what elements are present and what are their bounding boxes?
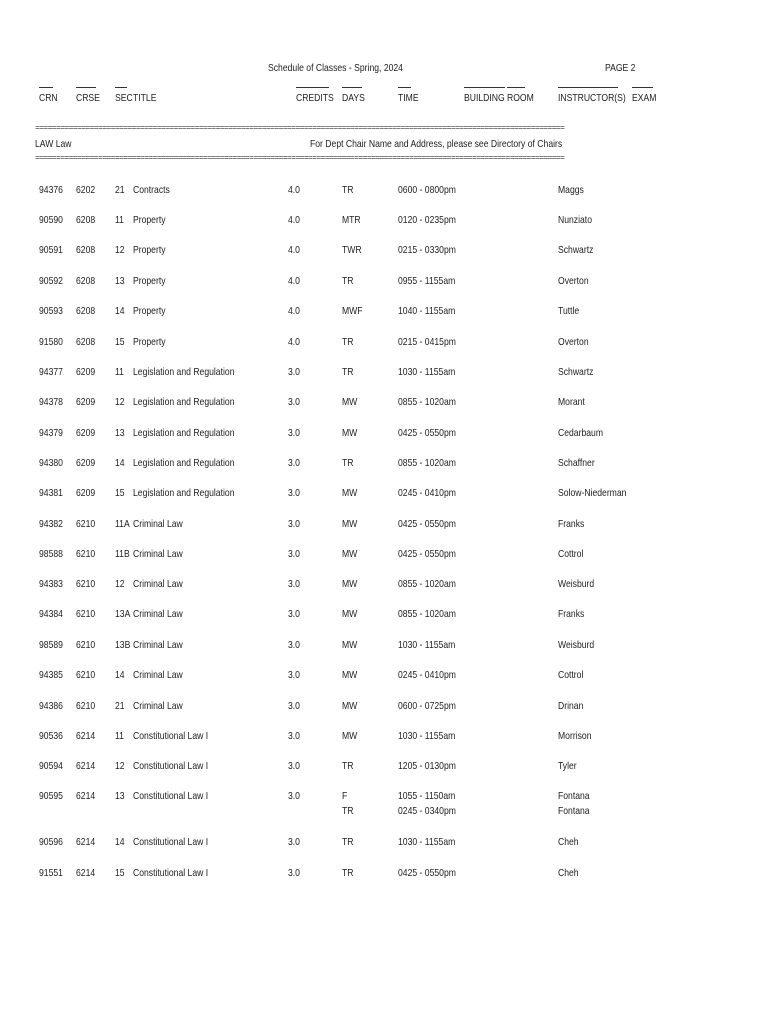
row-credits: 3.0 bbox=[288, 760, 300, 772]
row-crse: 6210 bbox=[76, 700, 96, 712]
col-header-instructor: INSTRUCTOR(S) bbox=[558, 92, 626, 104]
row-instructor: Tyler bbox=[558, 760, 577, 772]
col-header-crn: CRN bbox=[39, 92, 58, 104]
row-time: 0855 - 1020am bbox=[398, 396, 456, 408]
row-credits: 3.0 bbox=[288, 548, 300, 560]
row-credits: 4.0 bbox=[288, 336, 300, 348]
row-days: TR bbox=[342, 275, 354, 287]
row-crse: 6210 bbox=[76, 639, 96, 651]
row-instructor: Morrison bbox=[558, 730, 592, 742]
row-credits: 3.0 bbox=[288, 396, 300, 408]
row-credits: 3.0 bbox=[288, 867, 300, 879]
page-number: PAGE 2 bbox=[605, 62, 636, 74]
row-course-title: Legislation and Regulation bbox=[133, 396, 235, 408]
row-days: MW bbox=[342, 548, 358, 560]
row-credits: 4.0 bbox=[288, 244, 300, 256]
row-crse: 6208 bbox=[76, 336, 96, 348]
row-instructor: Overton bbox=[558, 336, 589, 348]
row-sec: 12 bbox=[115, 578, 125, 590]
row-crse: 6208 bbox=[76, 214, 96, 226]
row-time: 1030 - 1155am bbox=[398, 366, 456, 378]
row-crn: 90594 bbox=[39, 760, 63, 772]
row-time: 0855 - 1020am bbox=[398, 608, 456, 620]
row-credits: 3.0 bbox=[288, 669, 300, 681]
row-sec: 11 bbox=[115, 214, 124, 226]
row-course-title: Property bbox=[133, 275, 166, 287]
row-course-title: Criminal Law bbox=[133, 518, 183, 530]
row-days: MW bbox=[342, 427, 358, 439]
row-crse: 6209 bbox=[76, 396, 96, 408]
row-time: 0215 - 0330pm bbox=[398, 244, 456, 256]
row-instructor: Maggs bbox=[558, 184, 584, 196]
row-time: 0425 - 0550pm bbox=[398, 518, 456, 530]
separator-line-top: ============================================================================================================================== bbox=[35, 125, 565, 133]
row-days: TR bbox=[342, 336, 354, 348]
row-sec: 14 bbox=[115, 669, 125, 681]
row-crn: 94385 bbox=[39, 669, 63, 681]
row-crn: 91551 bbox=[39, 867, 63, 879]
row-sec: 11A bbox=[115, 518, 130, 530]
row-time: 0245 - 0410pm bbox=[398, 487, 456, 499]
row-sec: 12 bbox=[115, 760, 125, 772]
row-crn: 94376 bbox=[39, 184, 63, 196]
row-sec: 11 bbox=[115, 366, 124, 378]
col-header-title: TITLE bbox=[133, 92, 157, 104]
col-underline-credits bbox=[296, 87, 329, 88]
row-crse: 6214 bbox=[76, 730, 96, 742]
row-credits: 3.0 bbox=[288, 518, 300, 530]
row-course-title: Property bbox=[133, 305, 166, 317]
row-crse: 6209 bbox=[76, 427, 96, 439]
row-crse: 6210 bbox=[76, 669, 96, 681]
row-days: TR bbox=[342, 457, 354, 469]
col-underline-crn bbox=[39, 87, 53, 88]
row-days: TR bbox=[342, 366, 354, 378]
row-crse: 6209 bbox=[76, 366, 96, 378]
row-course-title: Constitutional Law I bbox=[133, 790, 209, 802]
row-instructor: Cottrol bbox=[558, 669, 584, 681]
row-crse: 6202 bbox=[76, 184, 96, 196]
row-days: MTR bbox=[342, 214, 361, 226]
row-credits: 3.0 bbox=[288, 836, 300, 848]
col-header-time: TIME bbox=[398, 92, 419, 104]
row-sec: 15 bbox=[115, 336, 125, 348]
row-crse: 6210 bbox=[76, 608, 96, 620]
row-days: TR bbox=[342, 184, 354, 196]
row-crse: 6209 bbox=[76, 487, 96, 499]
row-course-title: Constitutional Law I bbox=[133, 836, 209, 848]
row-time: 1030 - 1155am bbox=[398, 639, 456, 651]
row-course-title: Constitutional Law I bbox=[133, 867, 209, 879]
row-instructor: Weisburd bbox=[558, 578, 595, 590]
row-sec: 14 bbox=[115, 836, 125, 848]
row-course-title: Property bbox=[133, 244, 166, 256]
col-header-exam: EXAM bbox=[632, 92, 657, 104]
row-time: 0600 - 0800pm bbox=[398, 184, 456, 196]
row-sec: 21 bbox=[115, 184, 125, 196]
row-credits: 3.0 bbox=[288, 608, 300, 620]
row-crn: 94382 bbox=[39, 518, 63, 530]
col-header-crse: CRSE bbox=[76, 92, 100, 104]
row-course-title: Criminal Law bbox=[133, 700, 183, 712]
row-time: 0425 - 0550pm bbox=[398, 867, 456, 879]
row-course-title: Contracts bbox=[133, 184, 170, 196]
row-course-title: Constitutional Law I bbox=[133, 760, 209, 772]
row-course-title: Criminal Law bbox=[133, 578, 183, 590]
row-crn: 94379 bbox=[39, 427, 63, 439]
row-days: MW bbox=[342, 608, 358, 620]
row-days-additional: TR bbox=[342, 805, 354, 817]
row-instructor: Weisburd bbox=[558, 639, 595, 651]
row-days: MW bbox=[342, 639, 358, 651]
row-instructor: Cottrol bbox=[558, 548, 584, 560]
row-credits: 3.0 bbox=[288, 700, 300, 712]
col-underline-exam bbox=[632, 87, 653, 88]
row-crse: 6208 bbox=[76, 305, 96, 317]
department-name: LAW Law bbox=[35, 138, 72, 150]
row-days: TR bbox=[342, 836, 354, 848]
col-underline-room bbox=[507, 87, 525, 88]
row-time: 0245 - 0410pm bbox=[398, 669, 456, 681]
row-sec: 15 bbox=[115, 487, 125, 499]
row-crse: 6210 bbox=[76, 578, 96, 590]
row-days: TR bbox=[342, 760, 354, 772]
row-time: 1055 - 1150am bbox=[398, 790, 456, 802]
row-credits: 4.0 bbox=[288, 214, 300, 226]
row-time: 0855 - 1020am bbox=[398, 457, 456, 469]
row-crn: 94380 bbox=[39, 457, 63, 469]
row-crn: 94386 bbox=[39, 700, 63, 712]
row-crn: 94377 bbox=[39, 366, 63, 378]
row-days: F bbox=[342, 790, 348, 802]
row-sec: 15 bbox=[115, 867, 125, 879]
row-time: 0215 - 0415pm bbox=[398, 336, 456, 348]
row-days: MW bbox=[342, 518, 358, 530]
row-time: 0425 - 0550pm bbox=[398, 548, 456, 560]
row-instructor: Schwartz bbox=[558, 366, 594, 378]
row-course-title: Criminal Law bbox=[133, 669, 183, 681]
row-crn: 90590 bbox=[39, 214, 63, 226]
row-crse: 6214 bbox=[76, 790, 96, 802]
row-crse: 6214 bbox=[76, 760, 96, 772]
col-underline-sec bbox=[115, 87, 127, 88]
row-course-title: Legislation and Regulation bbox=[133, 457, 235, 469]
row-instructor: Franks bbox=[558, 518, 585, 530]
row-days: MWF bbox=[342, 305, 363, 317]
row-time: 1040 - 1155am bbox=[398, 305, 456, 317]
row-sec: 13 bbox=[115, 790, 125, 802]
row-instructor: Schwartz bbox=[558, 244, 594, 256]
row-sec: 11 bbox=[115, 730, 124, 742]
row-credits: 3.0 bbox=[288, 639, 300, 651]
row-crn: 98588 bbox=[39, 548, 63, 560]
row-crn: 90536 bbox=[39, 730, 63, 742]
row-crn: 90591 bbox=[39, 244, 63, 256]
row-course-title: Legislation and Regulation bbox=[133, 366, 235, 378]
row-instructor-additional: Fontana bbox=[558, 805, 590, 817]
col-underline-instructor bbox=[558, 87, 618, 88]
row-crn: 90596 bbox=[39, 836, 63, 848]
row-sec: 13B bbox=[115, 639, 131, 651]
col-underline-days bbox=[342, 87, 362, 88]
row-crn: 94381 bbox=[39, 487, 63, 499]
row-sec: 12 bbox=[115, 244, 125, 256]
row-course-title: Property bbox=[133, 336, 166, 348]
col-underline-time bbox=[398, 87, 411, 88]
row-course-title: Criminal Law bbox=[133, 608, 183, 620]
row-time-additional: 0245 - 0340pm bbox=[398, 805, 456, 817]
row-credits: 3.0 bbox=[288, 790, 300, 802]
separator-line-bottom: ============================================================================================================================== bbox=[35, 155, 565, 163]
row-sec: 13 bbox=[115, 427, 125, 439]
row-crse: 6210 bbox=[76, 548, 96, 560]
row-course-title: Constitutional Law I bbox=[133, 730, 209, 742]
row-crn: 91580 bbox=[39, 336, 63, 348]
row-instructor: Morant bbox=[558, 396, 585, 408]
row-course-title: Criminal Law bbox=[133, 548, 183, 560]
row-time: 1030 - 1155am bbox=[398, 730, 456, 742]
row-course-title: Legislation and Regulation bbox=[133, 487, 235, 499]
col-underline-building bbox=[464, 87, 505, 88]
row-instructor: Cheh bbox=[558, 867, 579, 879]
row-sec: 21 bbox=[115, 700, 125, 712]
row-instructor: Overton bbox=[558, 275, 589, 287]
row-crn: 94378 bbox=[39, 396, 63, 408]
row-time: 0855 - 1020am bbox=[398, 578, 456, 590]
row-instructor: Solow-Niederman bbox=[558, 487, 627, 499]
row-time: 1205 - 0130pm bbox=[398, 760, 456, 772]
row-time: 0600 - 0725pm bbox=[398, 700, 456, 712]
row-credits: 4.0 bbox=[288, 184, 300, 196]
row-credits: 3.0 bbox=[288, 366, 300, 378]
row-course-title: Property bbox=[133, 214, 166, 226]
row-crn: 94383 bbox=[39, 578, 63, 590]
row-course-title: Criminal Law bbox=[133, 639, 183, 651]
row-credits: 3.0 bbox=[288, 427, 300, 439]
row-days: MW bbox=[342, 578, 358, 590]
row-days: MW bbox=[342, 669, 358, 681]
row-crse: 6208 bbox=[76, 244, 96, 256]
row-crse: 6214 bbox=[76, 836, 96, 848]
col-header-days: DAYS bbox=[342, 92, 365, 104]
row-sec: 13A bbox=[115, 608, 131, 620]
row-credits: 3.0 bbox=[288, 578, 300, 590]
row-crse: 6214 bbox=[76, 867, 96, 879]
page-title: Schedule of Classes - Spring, 2024 bbox=[268, 62, 403, 74]
row-time: 0425 - 0550pm bbox=[398, 427, 456, 439]
row-time: 0955 - 1155am bbox=[398, 275, 456, 287]
row-credits: 4.0 bbox=[288, 305, 300, 317]
row-instructor: Tuttle bbox=[558, 305, 580, 317]
row-sec: 14 bbox=[115, 305, 125, 317]
row-instructor: Fontana bbox=[558, 790, 590, 802]
row-instructor: Drinan bbox=[558, 700, 584, 712]
col-underline-crse bbox=[76, 87, 96, 88]
row-course-title: Legislation and Regulation bbox=[133, 427, 235, 439]
row-credits: 3.0 bbox=[288, 730, 300, 742]
col-header-room: ROOM bbox=[507, 92, 534, 104]
row-instructor: Cheh bbox=[558, 836, 579, 848]
col-header-credits: CREDITS bbox=[296, 92, 334, 104]
row-sec: 13 bbox=[115, 275, 125, 287]
row-days: MW bbox=[342, 700, 358, 712]
row-crse: 6208 bbox=[76, 275, 96, 287]
row-time: 1030 - 1155am bbox=[398, 836, 456, 848]
row-sec: 11B bbox=[115, 548, 130, 560]
row-instructor: Cedarbaum bbox=[558, 427, 603, 439]
department-note: For Dept Chair Name and Address, please see Directory of Chairs bbox=[310, 138, 563, 150]
row-credits: 3.0 bbox=[288, 487, 300, 499]
row-crn: 98589 bbox=[39, 639, 63, 651]
row-crse: 6209 bbox=[76, 457, 96, 469]
row-crn: 90595 bbox=[39, 790, 63, 802]
col-header-sec: SEC bbox=[115, 92, 133, 104]
row-days: TR bbox=[342, 867, 354, 879]
row-instructor: Franks bbox=[558, 608, 585, 620]
row-days: MW bbox=[342, 396, 358, 408]
row-crse: 6210 bbox=[76, 518, 96, 530]
row-sec: 12 bbox=[115, 396, 125, 408]
row-crn: 90593 bbox=[39, 305, 63, 317]
row-crn: 90592 bbox=[39, 275, 63, 287]
row-credits: 4.0 bbox=[288, 275, 300, 287]
row-sec: 14 bbox=[115, 457, 125, 469]
row-instructor: Nunziato bbox=[558, 214, 592, 226]
row-crn: 94384 bbox=[39, 608, 63, 620]
row-days: MW bbox=[342, 730, 358, 742]
col-header-building: BUILDING bbox=[464, 92, 505, 104]
row-time: 0120 - 0235pm bbox=[398, 214, 456, 226]
row-days: TWR bbox=[342, 244, 362, 256]
row-credits: 3.0 bbox=[288, 457, 300, 469]
row-instructor: Schaffner bbox=[558, 457, 595, 469]
row-days: MW bbox=[342, 487, 358, 499]
